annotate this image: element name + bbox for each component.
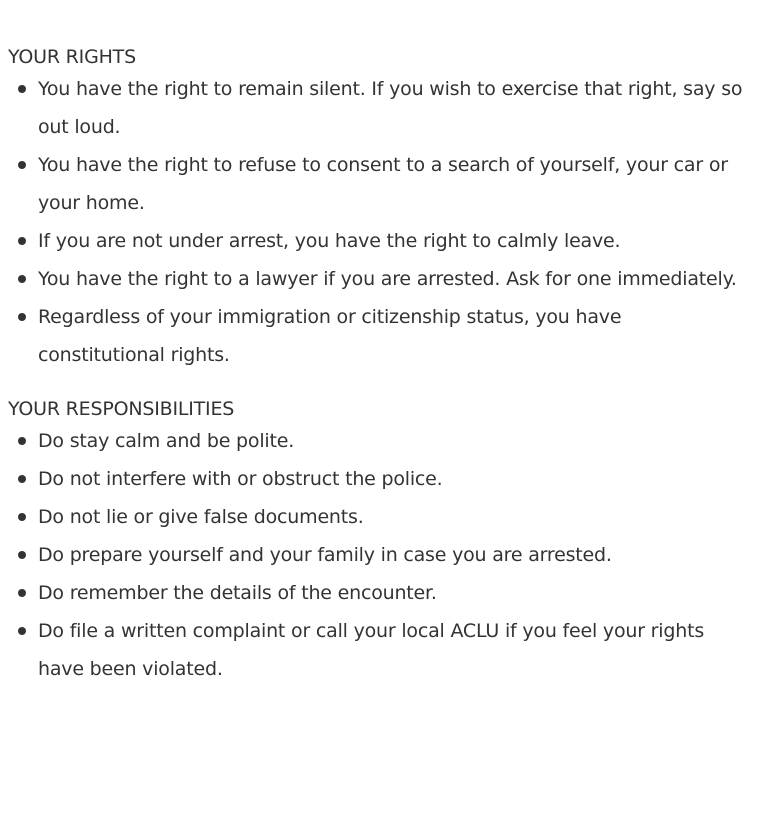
list-item-text: Do file a written complaint or call your local ACLU if you feel your rights have been violated. [38,620,705,680]
section-heading-responsibilities: YOUR RESPONSIBILITIES [8,398,235,420]
bullet-icon [18,161,26,169]
bullet-icon [18,475,26,483]
section-heading-rights: YOUR RIGHTS [8,46,136,68]
list-item [8,612,748,688]
rights-list [8,70,757,374]
list-item-text: You have the right to remain silent. If you wish to exercise that right, say so out loud. [38,78,743,138]
list-item-text: Do not lie or give false documents. [38,506,364,528]
list-item [8,70,748,146]
bullet-icon [18,589,26,597]
list-item [8,498,748,536]
list-item [8,298,748,374]
list-item-text: You have the right to refuse to consent to a search of yourself, your car or your home. [38,154,728,214]
list-item-text: Do prepare yourself and your family in case you are arrested. [38,544,612,566]
bullet-icon [18,551,26,559]
list-item [8,460,748,498]
bullet-icon [18,313,26,321]
list-item-text: You have the right to a lawyer if you are arrested. Ask for one immediately. [38,268,737,290]
bullet-icon [18,237,26,245]
list-item [8,260,748,298]
list-item-text: Do not interfere with or obstruct the police. [38,468,443,490]
list-item-text: Regardless of your immigration or citizenship status, you have constitutional rights. [38,306,622,366]
bullet-icon [18,275,26,283]
bullet-icon [18,513,26,521]
bullet-icon [18,85,26,93]
list-item-text: Do stay calm and be polite. [38,430,295,452]
bullet-icon [18,437,26,445]
list-item [8,536,748,574]
list-item-text: If you are not under arrest, you have the right to calmly leave. [38,230,621,252]
responsibilities-list [8,422,757,688]
list-item-text: Do remember the details of the encounter. [38,582,437,604]
list-item [8,222,748,260]
list-item [8,422,748,460]
list-item [8,574,748,612]
list-item [8,146,748,222]
bullet-icon [18,627,26,635]
